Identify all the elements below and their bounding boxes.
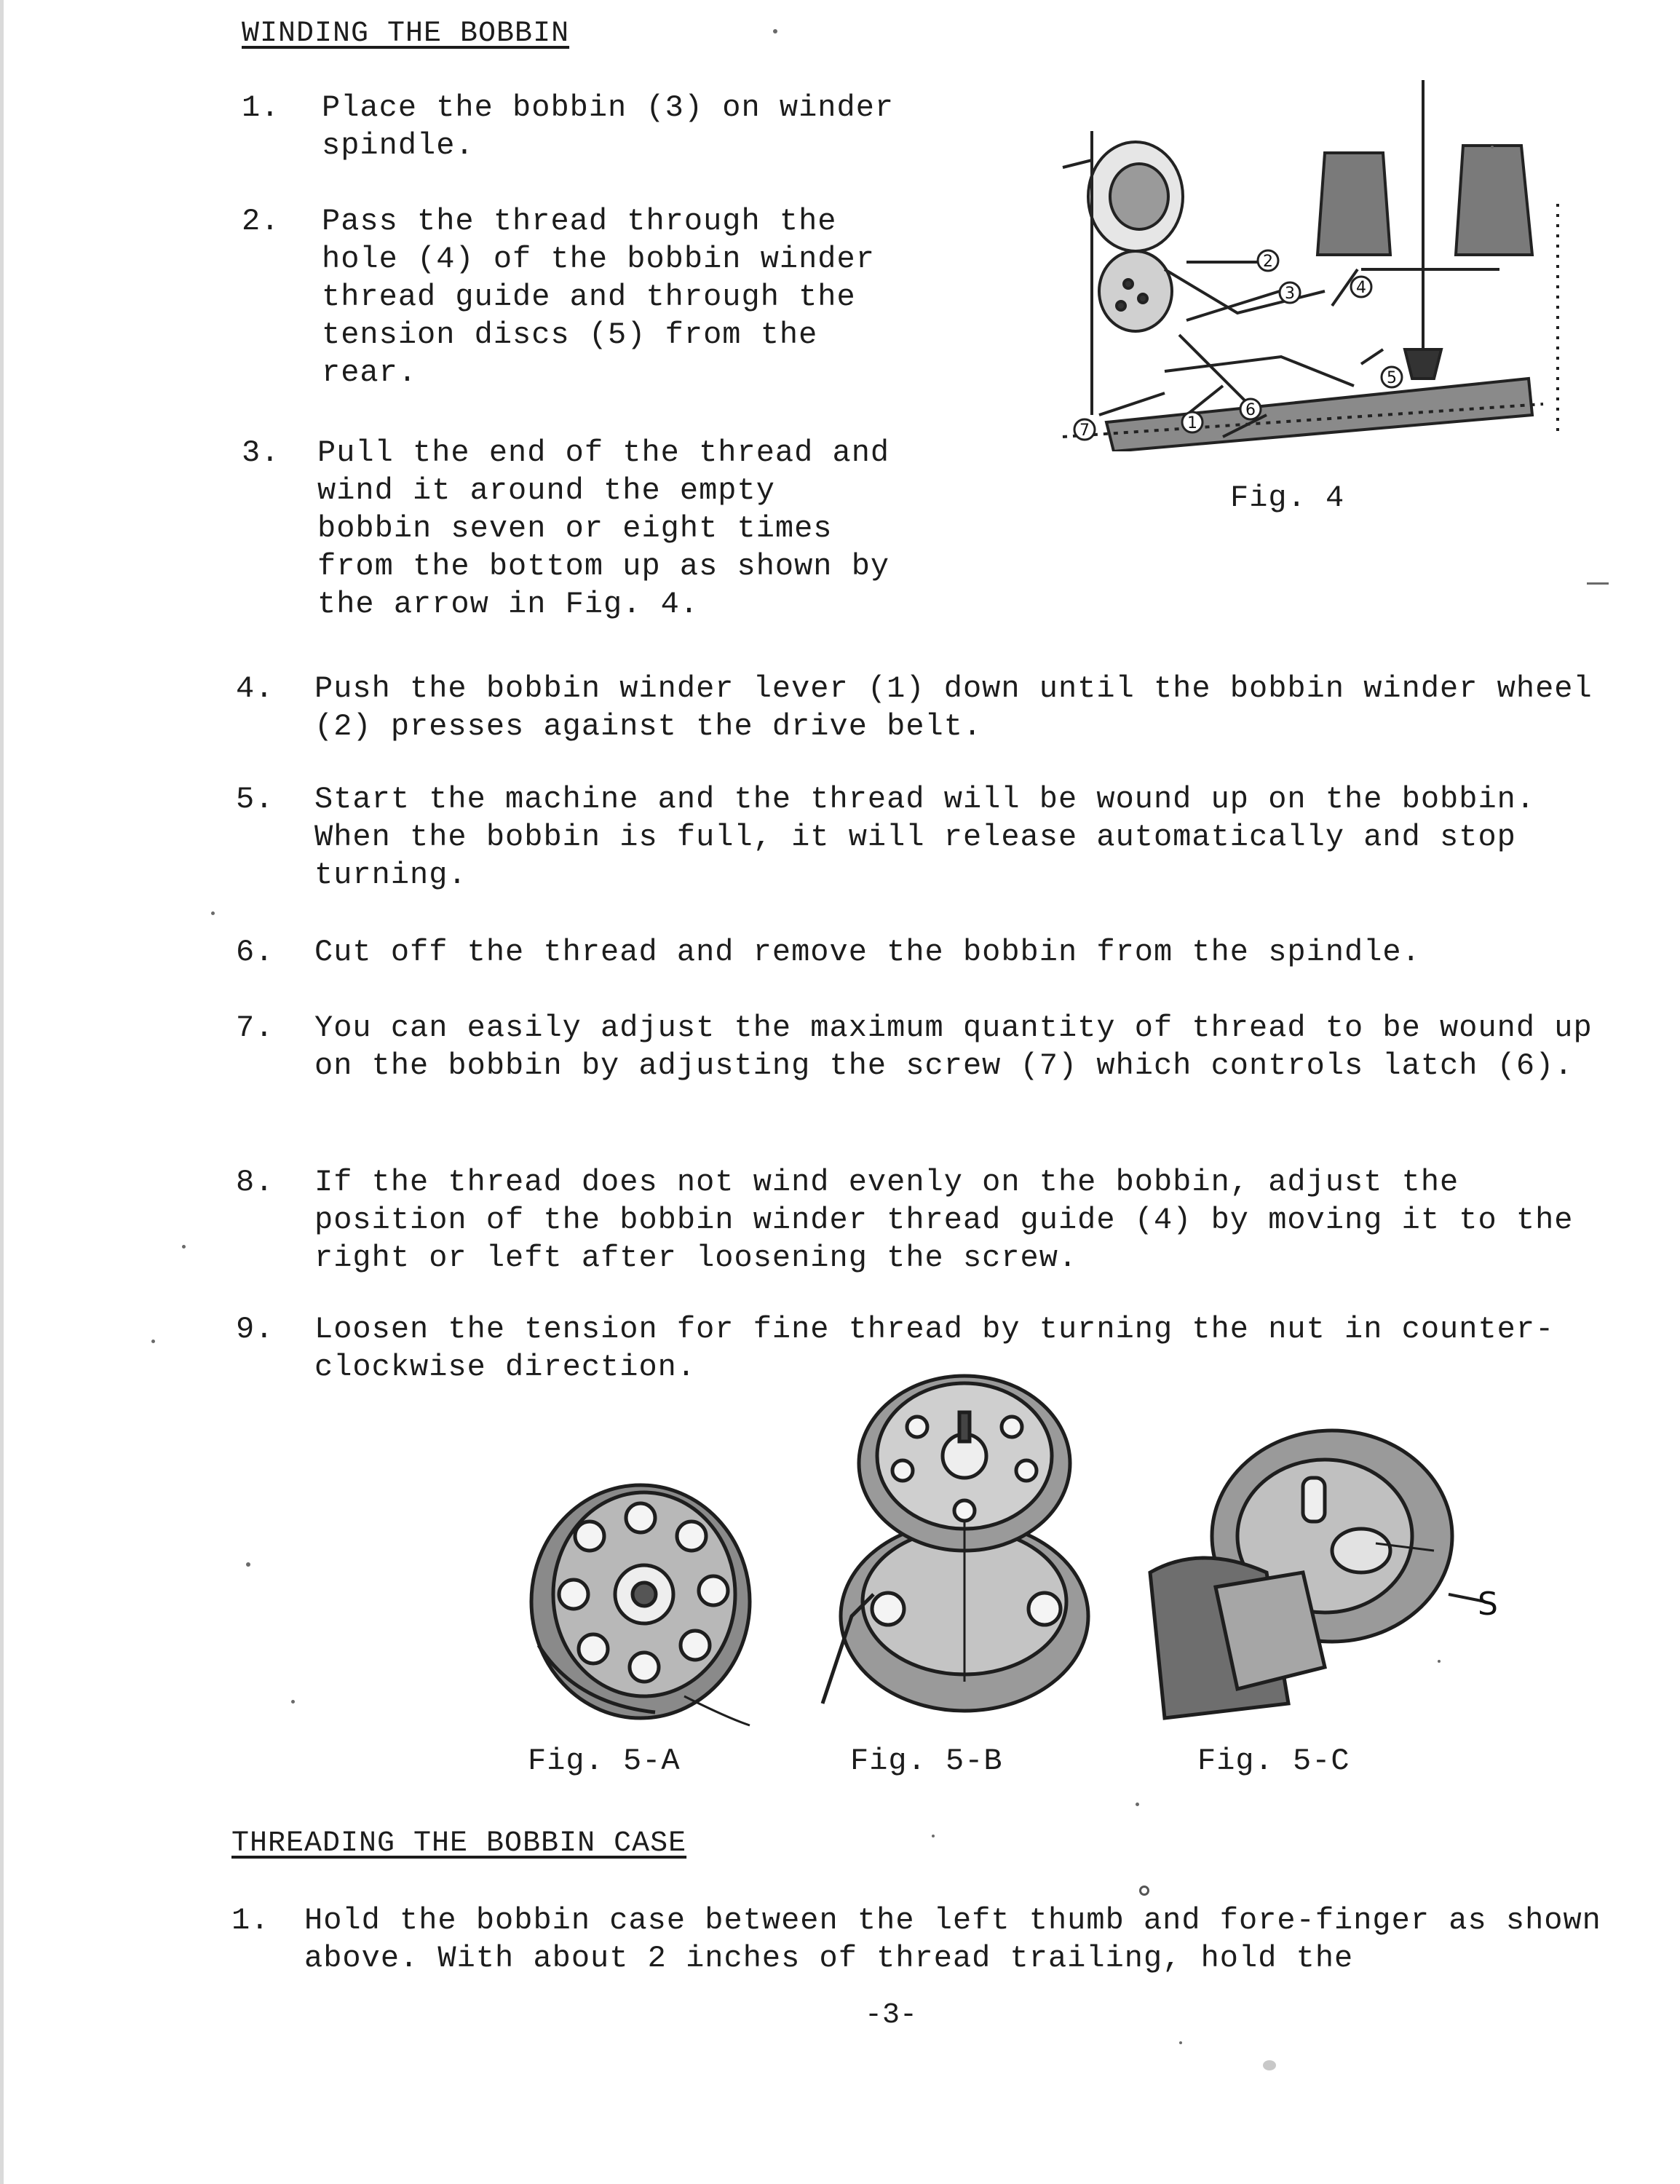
step-item (242, 202, 970, 399)
step-item (231, 1902, 1636, 1982)
step-text: Place the bobbin (3) on winder spindle. (322, 90, 895, 163)
step-number: 1. (242, 90, 280, 125)
section-heading-threading: THREADING THE BOBBIN CASE (231, 1827, 687, 1860)
step-item (242, 434, 970, 630)
callout-2: 2 (1263, 253, 1273, 271)
figure-5a-bobbin (510, 1456, 772, 1733)
step-number: 3. (242, 435, 280, 470)
page-number: -3- (865, 1999, 918, 2032)
bobbin-illustration (510, 1456, 772, 1733)
step-text: Pass the thread through the hole (4) of the bobbin winder thread guide and through the tension discs (5) from the rear. (322, 204, 875, 390)
step-text: If the thread does not wind evenly on the bobbin, adjust the position of the bobbin winder thread guide (4) by moving it to the right or left after loosening the screw. (314, 1165, 1574, 1275)
step-number: 8. (236, 1165, 274, 1200)
bobbin-case-illustration (808, 1369, 1099, 1718)
step-number: 7. (236, 1010, 274, 1045)
step-text: Hold the bobbin case between the left thumb and fore-finger as shown above. With about 2 inches of thread trailing, hold the (304, 1903, 1601, 1976)
callout-3: 3 (1285, 285, 1295, 303)
callout-4: 4 (1356, 279, 1366, 297)
step-number: 9. (236, 1312, 274, 1347)
bobbin-case-side-illustration (1121, 1427, 1499, 1733)
step-item (236, 933, 1619, 977)
step-item (236, 780, 1619, 897)
figure-5c-bobbin-case-tension (1121, 1427, 1499, 1733)
figure-5a-caption: Fig. 5-A (528, 1744, 681, 1779)
step-text: Loosen the tension for fine thread by turning the nut in counter-clockwise direction. (314, 1312, 1555, 1385)
step-text: Pull the end of the thread and wind it around the empty bobbin seven or eight times from the bottom up as shown by the arrow in Fig. 4. (317, 435, 890, 622)
step-item (236, 1009, 1633, 1125)
callout-5: 5 (1387, 369, 1397, 387)
scan-edge (0, 0, 4, 2184)
bobbin-winder-illustration (1019, 73, 1572, 451)
figure-4-bobbin-winder (1019, 73, 1572, 451)
step-item (236, 670, 1619, 750)
step-number: 1. (231, 1903, 270, 1938)
figure-4-caption: Fig. 4 (1230, 480, 1345, 515)
step-item (236, 1163, 1619, 1280)
callout-6: 6 (1245, 401, 1256, 419)
step-number: 6. (236, 935, 274, 970)
callout-7: 7 (1079, 422, 1090, 440)
step-text: Push the bobbin winder lever (1) down until the bobbin winder wheel (2) presses against the drive belt. (314, 671, 1593, 744)
step-item (242, 89, 970, 169)
callout-1: 1 (1187, 414, 1197, 432)
step-number: 2. (242, 204, 280, 239)
step-text: Start the machine and the thread will be wound up on the bobbin. When the bobbin is full, it will release automatically and stop turning. (314, 782, 1536, 893)
figure-5b-bobbin-in-case (808, 1369, 1099, 1718)
figure-5c-caption: Fig. 5-C (1197, 1744, 1350, 1779)
step-number: 4. (236, 671, 274, 706)
step-text: Cut off the thread and remove the bobbin from the spindle. (314, 935, 1421, 970)
step-number: 5. (236, 782, 274, 817)
section-heading-winding: WINDING THE BOBBIN (242, 17, 570, 50)
figure-5c-label-s: S (1478, 1586, 1498, 1623)
figure-5b-caption: Fig. 5-B (850, 1744, 1003, 1779)
step-text: You can easily adjust the maximum quantity of thread to be wound up on the bobbin by adjusting the screw (7) which controls latch (6). (314, 1010, 1593, 1083)
